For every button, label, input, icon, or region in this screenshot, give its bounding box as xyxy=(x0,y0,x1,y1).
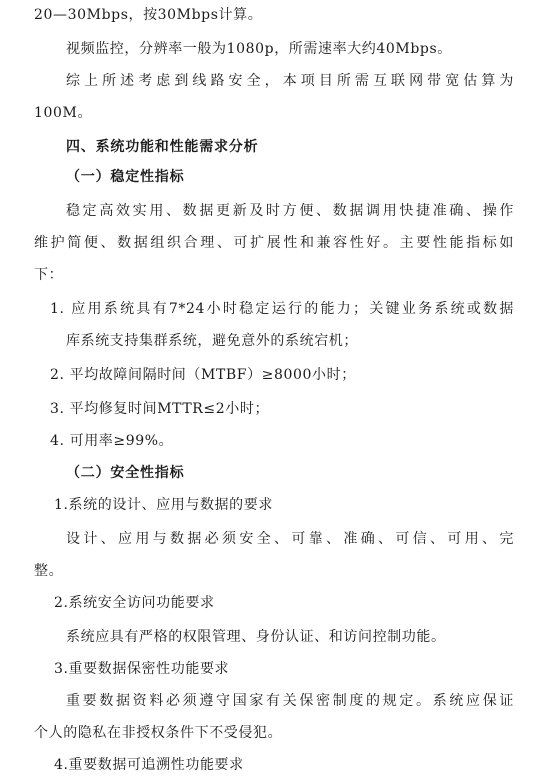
text-line-summary-cont: 100M。 xyxy=(34,105,93,121)
text-line-bandwidth-range: 20—30Mbps，按30Mbps计算。 xyxy=(34,7,263,23)
section-heading-4: 四、系统功能和性能需求分析 xyxy=(66,139,259,155)
text-line-stability-3: 下： xyxy=(34,267,64,283)
text-line-summary: 综上所述考虑到线路安全，本项目所需互联网带宽估算为 xyxy=(66,73,514,89)
text-line-stability-2: 维护简便、数据组织合理、可扩展性和兼容性好。主要性能指标如 xyxy=(34,235,514,251)
security-item-3-title: 3.重要数据保密性功能要求 xyxy=(54,661,230,677)
security-item-4-title: 4.重要数据可追溯性功能要求 xyxy=(54,757,244,773)
security-item-3-text: 重要数据资料必须遵守国家有关保密制度的规定。系统应保证 xyxy=(66,693,514,709)
security-item-1-title: 1.系统的设计、应用与数据的要求 xyxy=(54,497,273,513)
subsection-heading-stability: （一）稳定性指标 xyxy=(66,169,185,185)
security-item-2-title: 2.系统安全访问功能要求 xyxy=(54,595,215,611)
list-item-1: 1. 应用系统具有7*24小时稳定运行的能力；关键业务系统或数据 xyxy=(50,301,514,317)
list-item-4: 4. 可用率≥99%。 xyxy=(50,433,174,449)
security-item-2-text: 系统应具有严格的权限管理、身份认证、和访问控制功能。 xyxy=(66,629,446,645)
list-item-2: 2. 平均故障间隔时间（MTBF）≥8000小时； xyxy=(50,367,356,383)
list-item-1-cont: 库系统支持集群系统，避免意外的系统宕机； xyxy=(66,333,358,349)
text-line-stability-1: 稳定高效实用、数据更新及时方便、数据调用快捷准确、操作 xyxy=(66,203,514,219)
list-item-3: 3. 平均修复时间MTTR≤2小时； xyxy=(50,401,270,417)
text-line-video-surveillance: 视频监控，分辨率一般为1080p，所需速率大约40Mbps。 xyxy=(66,41,452,57)
security-item-3-text-cont: 个人的隐私在非授权条件下不受侵犯。 xyxy=(34,725,283,741)
security-item-1-text: 设计、应用与数据必须安全、可靠、准确、可信、可用、完 xyxy=(66,531,514,547)
security-item-1-text-cont: 整。 xyxy=(34,563,64,579)
subsection-heading-security: （二）安全性指标 xyxy=(66,465,185,481)
